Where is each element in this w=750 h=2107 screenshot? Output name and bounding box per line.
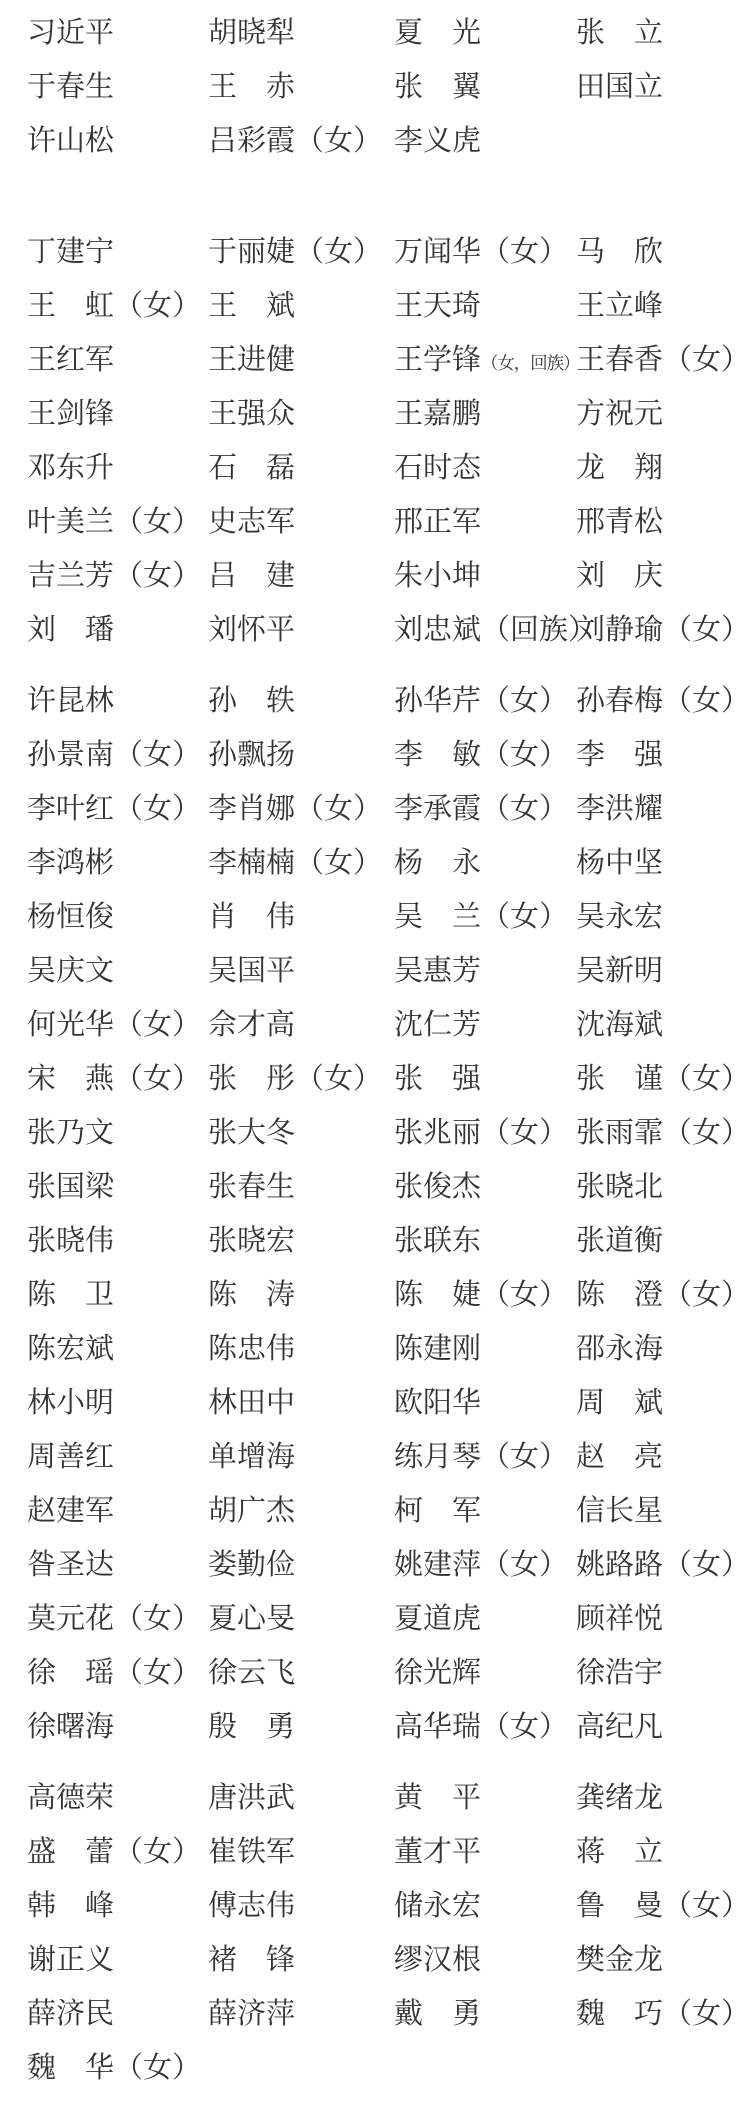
name-text: 莫元花 (27, 1602, 115, 1635)
delegate-name: 朱小坤 (394, 559, 482, 592)
name-row (27, 1160, 750, 1214)
delegate-name (27, 792, 208, 825)
delegate-name: 夏 光 (394, 16, 482, 49)
name-section-2 (27, 225, 750, 657)
delegate-name: 高德荣 (27, 1781, 115, 1814)
delegate-name (576, 613, 750, 646)
delegate-name: 李洪耀 (576, 792, 664, 825)
name-section-4 (27, 1771, 750, 2095)
delegate-name: 薛济萍 (208, 1997, 296, 2030)
delegate-name: 陈宏斌 (27, 1332, 115, 1365)
delegate-name: 杨中坚 (576, 846, 664, 879)
name-text: 陈 婕 (394, 1278, 482, 1311)
delegate-name: 王天琦 (394, 289, 482, 322)
delegate-name (27, 289, 208, 322)
name-text: 魏 华 (27, 2051, 115, 2084)
delegate-name (576, 1062, 750, 1095)
delegate-name (576, 1889, 750, 1922)
delegate-name (27, 1835, 208, 1868)
delegate-name: 沈仁芳 (394, 1008, 482, 1041)
delegate-name: 林田中 (208, 1386, 296, 1419)
name-row (27, 1879, 750, 1933)
name-annotation: （女） (114, 289, 202, 322)
name-annotation: （女） (114, 505, 202, 538)
name-text: 叶美兰 (27, 505, 115, 538)
delegate-name: 王立峰 (576, 289, 664, 322)
name-text: 姚路路 (576, 1548, 664, 1581)
delegate-name: 高纪凡 (576, 1710, 664, 1743)
delegate-name (394, 738, 576, 771)
name-annotation: （女） (663, 684, 750, 717)
name-text: 张 彤 (208, 1062, 296, 1095)
delegate-name: 王 斌 (208, 289, 296, 322)
name-annotation: （女） (295, 1062, 383, 1095)
delegate-name: 徐光辉 (394, 1656, 482, 1689)
name-row (27, 2041, 750, 2095)
delegate-name: 周 斌 (576, 1386, 664, 1419)
delegate-name (576, 684, 750, 717)
delegate-name: 张联东 (394, 1224, 482, 1257)
name-annotation: （回族） (481, 613, 598, 646)
delegate-name: 刘怀平 (208, 613, 296, 646)
name-row (27, 495, 750, 549)
delegate-name: 林小明 (27, 1386, 115, 1419)
delegate-name (27, 505, 208, 538)
delegate-name: 欧阳华 (394, 1386, 482, 1419)
delegate-name: 习近平 (27, 16, 115, 49)
delegate-name: 刘 璠 (27, 613, 115, 646)
name-annotation: （女） (114, 1656, 202, 1689)
name-row (27, 1538, 750, 1592)
name-annotation: （女） (481, 1278, 569, 1311)
delegate-name: 褚 锋 (208, 1943, 296, 1976)
name-annotation: （女） (663, 1997, 750, 2030)
delegate-name: 昝圣达 (27, 1548, 115, 1581)
delegate-name: 徐云飞 (208, 1656, 296, 1689)
delegate-name: 单增海 (208, 1440, 296, 1473)
name-annotation: （女） (481, 1116, 569, 1149)
name-annotation: （女） (481, 1440, 569, 1473)
delegate-name: 夏道虎 (394, 1602, 482, 1635)
name-text: 何光华 (27, 1008, 115, 1041)
delegate-name: 王 赤 (208, 70, 296, 103)
name-row (27, 441, 750, 495)
delegate-name: 吴新明 (576, 954, 664, 987)
name-text: 刘忠斌 (394, 613, 482, 646)
delegate-name: 王红军 (27, 343, 115, 376)
name-row (27, 836, 750, 890)
name-text: 张雨霏 (576, 1116, 664, 1149)
delegate-name: 邢正军 (394, 505, 482, 538)
delegate-name: 陈建刚 (394, 1332, 482, 1365)
name-row (27, 1771, 750, 1825)
delegate-name: 邵永海 (576, 1332, 664, 1365)
name-row (27, 1933, 750, 1987)
name-annotation: （女） (481, 684, 569, 717)
delegate-name (576, 1116, 750, 1149)
delegate-name: 傅志伟 (208, 1889, 296, 1922)
delegate-name: 娄勤俭 (208, 1548, 296, 1581)
name-annotation: （女） (114, 1835, 202, 1868)
name-row (27, 1987, 750, 2041)
delegate-name: 孙飘扬 (208, 738, 296, 771)
delegate-name: 沈海斌 (576, 1008, 664, 1041)
delegate-name (394, 1116, 576, 1149)
name-row (27, 1484, 750, 1538)
delegate-name: 周善红 (27, 1440, 115, 1473)
delegate-name: 黄 平 (394, 1781, 482, 1814)
name-annotation: （女） (481, 235, 569, 268)
delegate-name: 张春生 (208, 1170, 296, 1203)
name-text: 盛 蕾 (27, 1835, 115, 1868)
delegate-name: 史志军 (208, 505, 296, 538)
name-text: 王春香 (576, 343, 664, 376)
name-row (27, 1825, 750, 1879)
name-text: 李肖娜 (208, 792, 296, 825)
delegate-name: 马 欣 (576, 235, 664, 268)
name-row (27, 225, 750, 279)
name-text: 万闻华 (394, 235, 482, 268)
name-row (27, 944, 750, 998)
delegate-name: 韩 峰 (27, 1889, 115, 1922)
delegate-name: 杨 永 (394, 846, 482, 879)
delegate-name: 崔铁军 (208, 1835, 296, 1868)
delegate-name (27, 1062, 208, 1095)
delegate-name: 石 磊 (208, 451, 296, 484)
name-row (27, 60, 750, 114)
delegate-name: 吴国平 (208, 954, 296, 987)
delegate-name (27, 559, 208, 592)
name-text: 吴 兰 (394, 900, 482, 933)
delegate-name (27, 1602, 208, 1635)
name-text: 高华瑞 (394, 1710, 482, 1743)
name-text: 刘静瑜 (576, 613, 664, 646)
name-row (27, 998, 750, 1052)
delegate-name (394, 613, 598, 646)
delegate-name: 王剑锋 (27, 397, 115, 430)
name-row (27, 1646, 750, 1700)
name-annotation: （女） (663, 343, 750, 376)
delegate-name: 丁建宁 (27, 235, 115, 268)
delegate-name (394, 792, 576, 825)
delegate-name (27, 738, 208, 771)
delegate-name (208, 235, 394, 268)
delegate-name: 于春生 (27, 70, 115, 103)
name-row (27, 1052, 750, 1106)
name-section-3 (27, 674, 750, 1754)
delegate-name: 吴永宏 (576, 900, 664, 933)
name-text: 鲁 曼 (576, 1889, 664, 1922)
name-annotation: （女） (663, 1548, 750, 1581)
delegate-name: 唐洪武 (208, 1781, 296, 1814)
name-text: 孙景南 (27, 738, 115, 771)
name-annotation: （女） (481, 792, 569, 825)
delegate-name (576, 1278, 750, 1311)
name-text: 吕彩霞 (208, 124, 296, 157)
name-annotation: （女） (295, 846, 383, 879)
name-text: 姚建萍 (394, 1548, 482, 1581)
name-text: 于丽婕 (208, 235, 296, 268)
delegate-name (394, 1278, 576, 1311)
name-text: 孙华芹 (394, 684, 482, 717)
delegate-name: 刘 庆 (576, 559, 664, 592)
name-annotation: （女） (663, 613, 750, 646)
delegate-name (27, 1008, 208, 1041)
name-section-1 (27, 6, 750, 168)
delegate-name: 龙 翔 (576, 451, 664, 484)
name-annotation: （女） (481, 900, 569, 933)
name-text: 张 谨 (576, 1062, 664, 1095)
name-row (27, 1106, 750, 1160)
name-row (27, 782, 750, 836)
delegate-name: 王嘉鹏 (394, 397, 482, 430)
name-row (27, 674, 750, 728)
delegate-name: 吴庆文 (27, 954, 115, 987)
delegate-name: 殷 勇 (208, 1710, 296, 1743)
name-text: 魏 巧 (576, 1997, 664, 2030)
delegate-name (394, 1710, 576, 1743)
delegate-name: 张晓伟 (27, 1224, 115, 1257)
delegate-name: 缪汉根 (394, 1943, 482, 1976)
delegate-name: 张 翼 (394, 70, 482, 103)
name-annotation: （女，回族） (481, 352, 580, 373)
delegate-name: 龚绪龙 (576, 1781, 664, 1814)
name-text: 吉兰芳 (27, 559, 115, 592)
name-annotation: （女） (295, 124, 383, 157)
delegate-name: 田国立 (576, 70, 664, 103)
delegate-name: 张晓宏 (208, 1224, 296, 1257)
name-row (27, 549, 750, 603)
name-text: 王 虹 (27, 289, 115, 322)
delegate-name: 王强众 (208, 397, 296, 430)
delegate-name: 王进健 (208, 343, 296, 376)
name-row (27, 333, 750, 387)
delegate-name: 李鸿彬 (27, 846, 115, 879)
name-row (27, 1376, 750, 1430)
delegate-name (27, 1656, 208, 1689)
name-text: 陈 澄 (576, 1278, 664, 1311)
delegate-name: 李义虎 (394, 124, 482, 157)
delegate-name: 石时态 (394, 451, 482, 484)
delegate-name: 许山松 (27, 124, 115, 157)
delegate-name: 胡晓犁 (208, 16, 296, 49)
delegate-name: 董才平 (394, 1835, 482, 1868)
delegate-name: 赵 亮 (576, 1440, 664, 1473)
delegate-name: 杨恒俊 (27, 900, 115, 933)
delegate-name: 张乃文 (27, 1116, 115, 1149)
name-row (27, 279, 750, 333)
delegate-name: 蒋 立 (576, 1835, 664, 1868)
name-row (27, 1430, 750, 1484)
delegate-name: 张晓北 (576, 1170, 664, 1203)
delegate-name (394, 684, 576, 717)
delegate-name (208, 1062, 394, 1095)
delegate-name: 邢青松 (576, 505, 664, 538)
delegate-name: 柯 军 (394, 1494, 482, 1527)
name-annotation: （女） (481, 1710, 569, 1743)
delegate-name (208, 124, 394, 157)
delegate-name (394, 1548, 576, 1581)
delegate-name: 李 强 (576, 738, 664, 771)
name-annotation: （女） (114, 559, 202, 592)
delegate-name: 谢正义 (27, 1943, 115, 1976)
name-row (27, 1322, 750, 1376)
name-row (27, 1592, 750, 1646)
delegate-name: 信长星 (576, 1494, 664, 1527)
delegate-name: 赵建军 (27, 1494, 115, 1527)
delegate-name: 张 强 (394, 1062, 482, 1095)
delegate-name: 孙 轶 (208, 684, 296, 717)
name-annotation: （女） (114, 1602, 202, 1635)
name-text: 王学锋 (394, 343, 482, 376)
delegate-name: 陈忠伟 (208, 1332, 296, 1365)
delegate-name: 张俊杰 (394, 1170, 482, 1203)
name-text: 宋 燕 (27, 1062, 115, 1095)
name-row (27, 387, 750, 441)
delegate-name (208, 792, 394, 825)
name-text: 练月琴 (394, 1440, 482, 1473)
delegate-name: 胡广杰 (208, 1494, 296, 1527)
delegate-name: 吴惠芳 (394, 954, 482, 987)
name-row (27, 728, 750, 782)
delegate-name (394, 235, 576, 268)
name-text: 孙春梅 (576, 684, 664, 717)
delegate-name (27, 2051, 208, 2084)
name-text: 李楠楠 (208, 846, 296, 879)
name-annotation: （女） (114, 792, 202, 825)
name-row (27, 1268, 750, 1322)
delegate-name: 张道衡 (576, 1224, 664, 1257)
delegate-name: 徐曙海 (27, 1710, 115, 1743)
name-annotation: （女） (295, 235, 383, 268)
name-text: 李承霞 (394, 792, 482, 825)
delegate-name: 佘才高 (208, 1008, 296, 1041)
name-text: 徐 瑶 (27, 1656, 115, 1689)
name-row (27, 1700, 750, 1754)
name-text: 李 敏 (394, 738, 482, 771)
name-annotation: （女） (481, 1548, 569, 1581)
delegate-name: 顾祥悦 (576, 1602, 664, 1635)
delegate-name (576, 1997, 750, 2030)
name-annotation: （女） (114, 1008, 202, 1041)
delegate-name (394, 1440, 576, 1473)
name-annotation: （女） (295, 792, 383, 825)
delegate-name: 徐浩宇 (576, 1656, 664, 1689)
delegate-name: 许昆林 (27, 684, 115, 717)
name-row (27, 1214, 750, 1268)
delegate-name: 吕 建 (208, 559, 296, 592)
name-annotation: （女） (114, 2051, 202, 2084)
delegate-name: 方祝元 (576, 397, 664, 430)
name-annotation: （女） (663, 1278, 750, 1311)
delegate-name: 邓东升 (27, 451, 115, 484)
delegate-name: 张大冬 (208, 1116, 296, 1149)
delegate-name: 樊金龙 (576, 1943, 664, 1976)
delegate-name: 张 立 (576, 16, 664, 49)
name-text: 张兆丽 (394, 1116, 482, 1149)
name-row (27, 6, 750, 60)
delegate-name (576, 1548, 750, 1581)
delegate-name: 张国梁 (27, 1170, 115, 1203)
delegate-name: 戴 勇 (394, 1997, 482, 2030)
delegate-name (394, 900, 576, 933)
delegate-name: 陈 涛 (208, 1278, 296, 1311)
delegate-name: 陈 卫 (27, 1278, 115, 1311)
name-row (27, 890, 750, 944)
name-text: 李叶红 (27, 792, 115, 825)
name-annotation: （女） (663, 1062, 750, 1095)
delegate-name: 薛济民 (27, 1997, 115, 2030)
name-annotation: （女） (114, 1062, 202, 1095)
delegate-name: 储永宏 (394, 1889, 482, 1922)
delegate-name: 肖 伟 (208, 900, 296, 933)
name-annotation: （女） (663, 1889, 750, 1922)
name-row (27, 114, 750, 168)
delegate-name (576, 343, 750, 376)
name-annotation: （女） (114, 738, 202, 771)
name-annotation: （女） (663, 1116, 750, 1149)
name-row (27, 603, 750, 657)
delegate-name: 夏心旻 (208, 1602, 296, 1635)
name-annotation: （女） (481, 738, 569, 771)
delegate-name (208, 846, 394, 879)
delegate-name (394, 343, 580, 376)
